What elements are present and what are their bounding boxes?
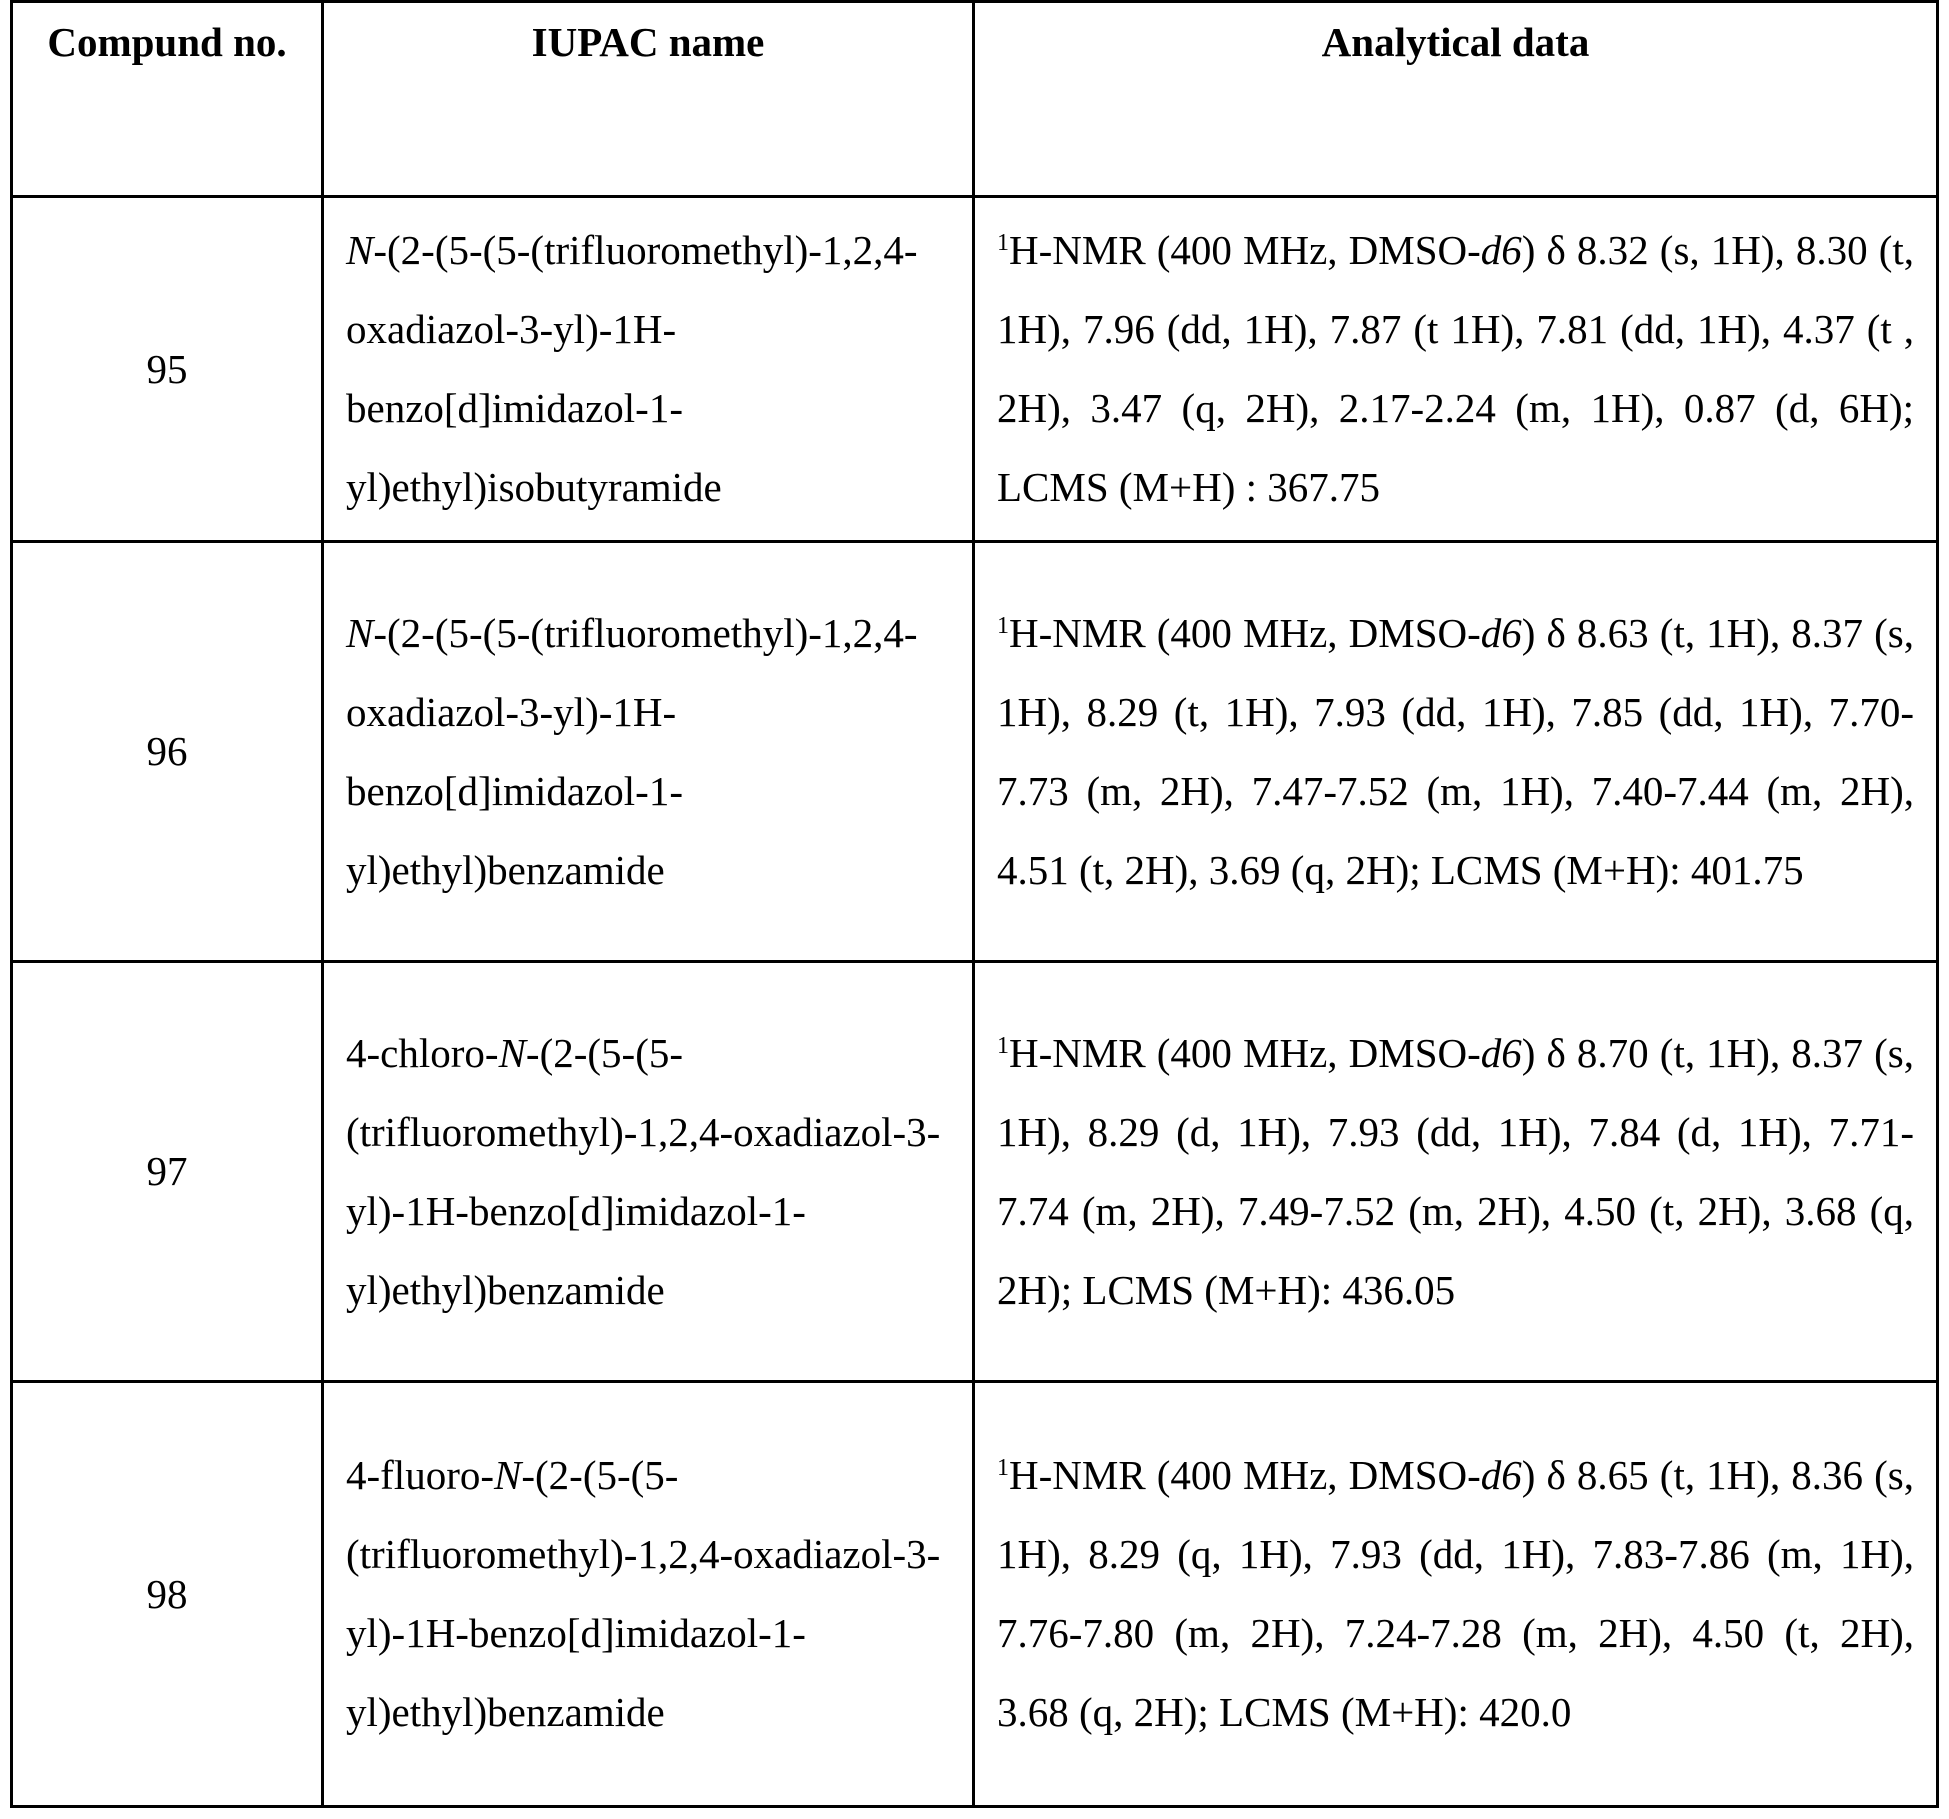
- name-italic: N: [346, 610, 373, 656]
- compound-no: 95: [12, 197, 323, 542]
- compound-no: 96: [12, 542, 323, 962]
- nmr-text: H-NMR (400 MHz, DMSO-: [1009, 1030, 1481, 1076]
- iupac-name: [323, 542, 974, 962]
- iupac-name: [323, 1382, 974, 1807]
- nmr-solvent: d6: [1481, 227, 1522, 273]
- name-italic: N: [494, 1452, 521, 1498]
- analytical-data: [974, 542, 1938, 962]
- nmr-text: ) δ 8.65 (t, 1H), 8.36 (s, 1H), 8.29 (q, 1H), 7.93 (dd, 1H), 7.83-7.86 (m, 1H), 7.76-7.80 (m, 2H), 7.24-7.28 (m, 2H), 4.50 (t, 2H), 3.68 (q, 2H); LCMS (M+H): 420.0: [997, 1452, 1914, 1735]
- nmr-solvent: d6: [1481, 1030, 1522, 1076]
- nmr-text: H-NMR (400 MHz, DMSO-: [1009, 227, 1481, 273]
- nmr-solvent: d6: [1481, 610, 1522, 656]
- analytical-data: [974, 197, 1938, 542]
- table-row: [12, 1382, 1938, 1807]
- name-italic: N: [346, 227, 373, 273]
- nmr-text: H-NMR (400 MHz, DMSO-: [1009, 1452, 1481, 1498]
- superscript: 1: [997, 1455, 1009, 1481]
- header-iupac-name: IUPAC name: [323, 2, 974, 197]
- table-row: [12, 962, 1938, 1382]
- nmr-text: ) δ 8.70 (t, 1H), 8.37 (s, 1H), 8.29 (d, 1H), 7.93 (dd, 1H), 7.84 (d, 1H), 7.71-7.74 (m, 2H), 7.49-7.52 (m, 2H), 4.50 (t, 2H), 3.68 (q, 2H); LCMS (M+H): 436.05: [997, 1030, 1914, 1313]
- table-row: [12, 542, 1938, 962]
- superscript: 1: [997, 613, 1009, 639]
- header-analytical-data: Analytical data: [974, 2, 1938, 197]
- table-row: [12, 197, 1938, 542]
- name-prefix: 4-fluoro-: [346, 1452, 494, 1498]
- name-rest: -(2-(5-(5-(trifluoromethyl)-1,2,4-oxadiazol-3-yl)-1H-benzo[d]imidazol-1-yl)ethyl)benzamide: [346, 610, 918, 893]
- name-italic: N: [499, 1030, 526, 1076]
- iupac-name: [323, 197, 974, 542]
- nmr-text: ) δ 8.63 (t, 1H), 8.37 (s, 1H), 8.29 (t, 1H), 7.93 (dd, 1H), 7.85 (dd, 1H), 7.70-7.73 (m, 2H), 7.47-7.52 (m, 1H), 7.40-7.44 (m, 2H), 4.51 (t, 2H), 3.69 (q, 2H); LCMS (M+H): 401.75: [997, 610, 1914, 893]
- compound-no: 98: [12, 1382, 323, 1807]
- iupac-name: [323, 962, 974, 1382]
- superscript: 1: [997, 1033, 1009, 1059]
- nmr-text: ) δ 8.32 (s, 1H), 8.30 (t, 1H), 7.96 (dd, 1H), 7.87 (t 1H), 7.81 (dd, 1H), 4.37 (t , 2H), 3.47 (q, 2H), 2.17-2.24 (m, 1H), 0.87 (d, 6H); LCMS (M+H) : 367.75: [997, 227, 1914, 510]
- name-rest: -(2-(5-(5-(trifluoromethyl)-1,2,4-oxadiazol-3-yl)-1H-benzo[d]imidazol-1-yl)ethyl)isobutyramide: [346, 227, 918, 510]
- compound-no: 97: [12, 962, 323, 1382]
- name-rest: -(2-(5-(5-(trifluoromethyl)-1,2,4-oxadiazol-3-yl)-1H-benzo[d]imidazol-1-yl)ethyl)benzamide: [346, 1030, 940, 1313]
- header-compound-no: Compund no.: [12, 2, 323, 197]
- nmr-solvent: d6: [1481, 1452, 1522, 1498]
- superscript: 1: [997, 230, 1009, 256]
- header-row: [12, 2, 1938, 197]
- nmr-text: H-NMR (400 MHz, DMSO-: [1009, 610, 1481, 656]
- name-prefix: 4-chloro-: [346, 1030, 499, 1076]
- name-rest: -(2-(5-(5-(trifluoromethyl)-1,2,4-oxadiazol-3-yl)-1H-benzo[d]imidazol-1-yl)ethyl)benzamide: [346, 1452, 940, 1735]
- analytical-data: [974, 962, 1938, 1382]
- compound-table: [10, 0, 1939, 1808]
- analytical-data: [974, 1382, 1938, 1807]
